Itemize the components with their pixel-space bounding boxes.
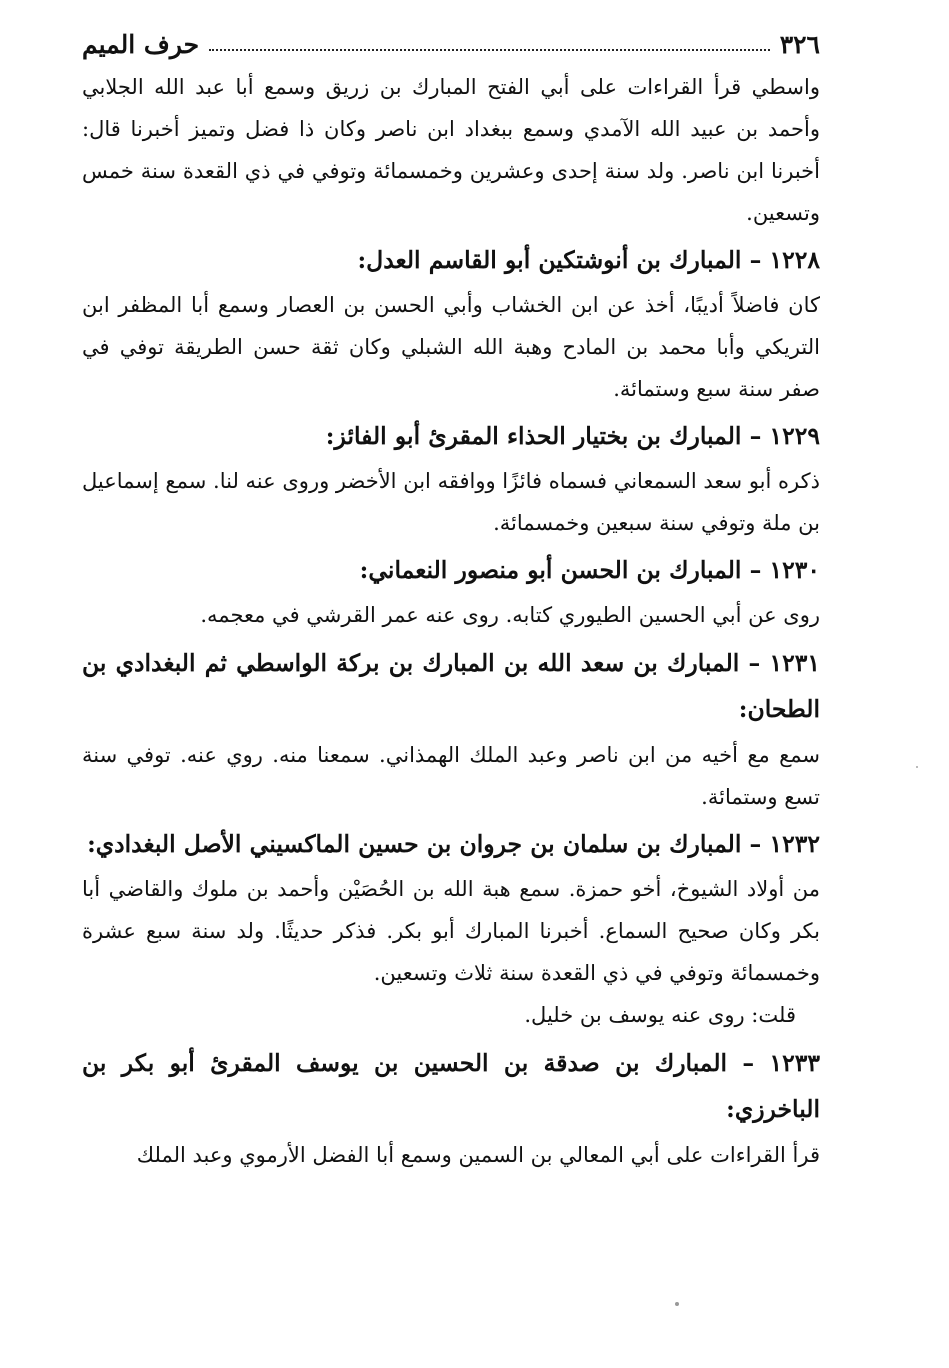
entry-heading: ١٢٣١ – المبارك بن سعد الله بن المبارك بن بركة الواسطي ثم البغدادي بن الطحان: (82, 649, 820, 723)
page-number: ٣٢٦ (779, 29, 820, 59)
scan-speck (675, 1302, 679, 1306)
entry-body: روى عن أبي الحسين الطيوري كتابه. روى عنه عمر القرشي في معجمه. (200, 603, 820, 627)
book-page (82, 22, 820, 1176)
entry-heading: ١٢٢٩ – المبارك بن بختيار الحذاء المقرئ أبو الفائز: (325, 422, 820, 450)
entry-body: ذكره أبو سعد السمعاني فسماه فائزًا ووافقه ابن الأخضر وروى عنه لنا. سمع إسماعيل بن ملة وتوفي سنة سبعين وخمسمائة. (82, 469, 820, 535)
scan-speck (916, 766, 918, 768)
entry-body: من أولاد الشيوخ، أخو حمزة. سمع هبة الله بن الحُصَيْن وأحمد بن ملوك والقاضي أبا بكر وكان صحيح السماع. أخبرنا المبارك أبو بكر. فذكر حديثًا. ولد سنة سبع عشرة وخمسمائة وتوفي في ذي القعدة سنة ثلاث وتسعين. (82, 877, 820, 985)
entry-body: كان فاضلاً أديبًا، أخذ عن ابن الخشاب وأبي الحسن بن العصار وسمع أبا المظفر ابن التريكي وأبا محمد بن المادح وهبة الله الشبلي وكان ثقة حسن الطريقة توفي في صفر سنة سبع وستمائة. (82, 293, 820, 401)
entry-1229 (82, 414, 820, 544)
editor-note: قلت: روى عنه يوسف بن خليل. (524, 1003, 796, 1027)
entry-heading: ١٢٢٨ – المبارك بن أنوشتكين أبو القاسم العدل: (357, 246, 820, 274)
entry-1231 (82, 640, 820, 818)
entry-1232 (82, 822, 820, 1036)
entry-1228 (82, 238, 820, 410)
running-header (82, 22, 820, 66)
entry-heading: ١٢٣٠ – المبارك بن الحسن أبو منصور النعماني: (359, 556, 820, 584)
continuation-paragraph: واسطي قرأ القراءات على أبي الفتح المبارك بن زريق وسمع أبا عبد الله الجلابي وأحمد بن عبيد الله الآمدي وسمع ببغداد ابن ناصر وكان ذا فضل وتميز أخبرنا قال: أخبرنا ابن ناصر. ولد سنة إحدى وعشرين وخمسمائة وتوفي في ذي القعدة سنة خمس وتسعين. (82, 75, 820, 225)
entry-1233 (82, 1040, 820, 1176)
entry-1230 (82, 548, 820, 636)
entry-heading: ١٢٣٢ – المبارك بن سلمان بن جروان بن حسين الماكسيني الأصل البغدادي: (87, 830, 820, 858)
entry-body: قرأ القراءات على أبي المعالي بن السمين وسمع أبا الفضل الأرموي وعبد الملك (136, 1143, 820, 1167)
section-title: حرف الميم (82, 29, 200, 59)
header-leader-dots (209, 49, 770, 51)
entry-body: سمع مع أخيه من ابن ناصر وعبد الملك الهمذاني. سمعنا منه. روي عنه. توفي سنة تسع وستمائة. (82, 743, 820, 809)
entry-heading: ١٢٣٣ – المبارك بن صدقة بن الحسين بن يوسف المقرئ أبو بكر بن الباخرزي: (82, 1049, 820, 1123)
